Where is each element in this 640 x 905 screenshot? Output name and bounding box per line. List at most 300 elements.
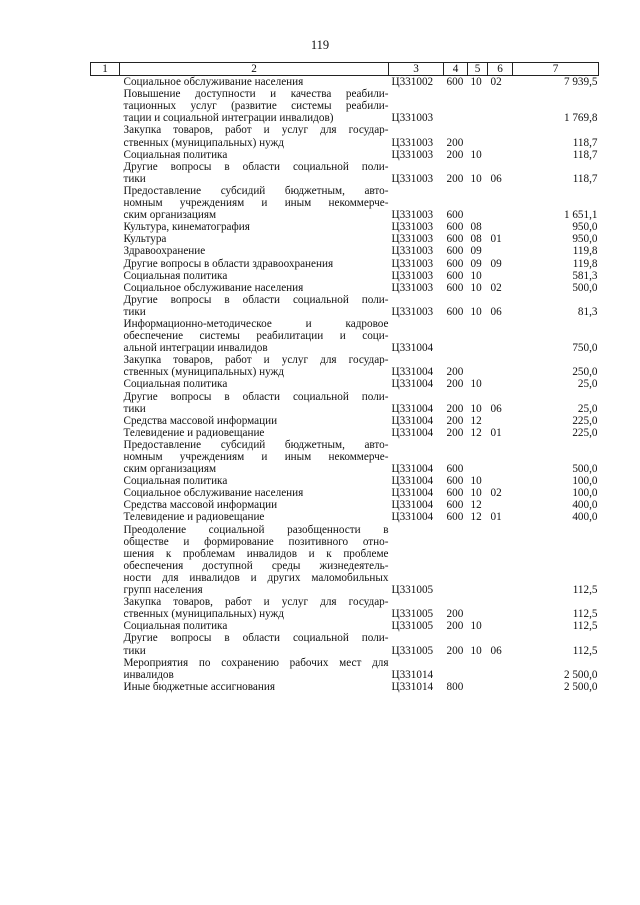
item-name-line: Другие вопросы в области социальной поли-: [123, 293, 389, 306]
item-name: [120, 88, 389, 124]
target-article-code: Ц331003: [391, 245, 434, 258]
section-code: 12: [470, 499, 482, 512]
row-number-cell: [91, 681, 120, 693]
target-article-code: Ц331003: [391, 305, 434, 318]
row-number-cell: [91, 161, 120, 185]
target-article-code: Ц331004: [391, 366, 434, 379]
amount: 400,0: [572, 511, 598, 524]
subsection-code: 06: [490, 305, 502, 318]
item-name: [120, 233, 389, 245]
expense-type-code: 200: [446, 644, 464, 657]
row-number-cell: [91, 524, 120, 597]
expense-type-code: 600: [446, 245, 464, 258]
row-number-cell: [91, 499, 120, 511]
subsection-code: 01: [490, 233, 502, 246]
section-code: 08: [470, 221, 482, 234]
table-row: [91, 221, 599, 233]
item-name-line: Другие вопросы в области социальной поли-: [123, 390, 389, 403]
item-name: [120, 270, 389, 282]
item-name-line: Социальная политика: [123, 475, 228, 488]
target-article-code: Ц331003: [391, 148, 434, 161]
subsection-code: [488, 524, 513, 597]
item-name: [120, 258, 389, 270]
item-name-line: Социальная политика: [123, 620, 228, 633]
section-code: [468, 596, 488, 620]
target-article-code: Ц331003: [391, 281, 434, 294]
subsection-code: 01: [490, 511, 502, 524]
target-article-code: Ц331003: [391, 209, 434, 222]
item-name-line: Закупка товаров, работ и услуг для государ-: [123, 596, 389, 609]
row-number-cell: [91, 378, 120, 390]
item-name: [120, 318, 389, 354]
item-name: [120, 511, 389, 523]
item-name: [120, 632, 389, 656]
amount: 112,5: [572, 584, 598, 597]
amount: 25,0: [577, 378, 598, 391]
expense-type-code: 200: [446, 148, 464, 161]
item-name-line: ским организациям: [123, 209, 217, 222]
table-row: [91, 378, 599, 390]
expense-type-code: 200: [446, 414, 464, 427]
column-number-7: 7: [513, 63, 599, 76]
item-name-line: ственных (муниципальных) нужд: [123, 608, 284, 621]
table-row: [91, 391, 599, 415]
amount: 225,0: [572, 414, 598, 427]
item-name: [120, 681, 389, 693]
amount: 118,7: [572, 136, 598, 149]
subsection-code: [488, 88, 513, 124]
subsection-code: 09: [490, 257, 502, 270]
section-code: 10: [470, 281, 482, 294]
subsection-code: [488, 354, 513, 378]
amount: 500,0: [572, 463, 598, 476]
item-name-line: Повышение доступности и качества реабили-: [123, 88, 389, 101]
row-number-cell: [91, 439, 120, 475]
row-number-cell: [91, 185, 120, 221]
amount: 100,0: [572, 487, 598, 500]
item-name: [120, 475, 389, 487]
table-row: [91, 632, 599, 656]
target-article-code: Ц331004: [391, 463, 434, 476]
item-name: [120, 391, 389, 415]
subsection-code: [488, 499, 513, 511]
amount: 112,5: [572, 608, 598, 621]
table-row: [91, 487, 599, 499]
column-number-5: 5: [468, 63, 488, 76]
section-code: [468, 318, 488, 354]
expense-type-code: 200: [446, 608, 464, 621]
item-name-line: инвалидов: [123, 668, 174, 681]
subsection-code: [488, 221, 513, 233]
target-article-code: Ц331003: [391, 233, 434, 246]
item-name-line: Закупка товаров, работ и услуг для государ-: [123, 124, 389, 137]
item-name: [120, 221, 389, 233]
row-number-cell: [91, 149, 120, 161]
subsection-code: 06: [490, 402, 502, 415]
target-article-code: Ц331004: [391, 499, 434, 512]
item-name-line: номным учреждениям и иным некоммерче-: [123, 197, 389, 210]
item-name-line: тики: [123, 644, 146, 657]
target-article-code: Ц331004: [391, 511, 434, 524]
section-code: 12: [470, 426, 482, 439]
section-code: 08: [470, 233, 482, 246]
item-name-line: тационных услуг (развитие системы реабили-: [123, 100, 389, 113]
target-article-code: Ц331005: [391, 620, 434, 633]
item-name-line: номным учреждениям и иным некоммерче-: [123, 451, 389, 463]
target-article-code: Ц331005: [391, 644, 434, 657]
expense-type-code: 600: [446, 281, 464, 294]
item-name-line: ским организациям: [123, 463, 217, 476]
item-name-line: Социальное обслуживание населения: [123, 487, 304, 500]
section-code: 10: [470, 76, 482, 89]
row-number-cell: [91, 245, 120, 257]
expense-type-code: 200: [446, 172, 464, 185]
expense-type-code: 800: [446, 680, 464, 693]
section-code: 10: [470, 620, 482, 633]
expense-type-code: 600: [446, 221, 464, 234]
item-name: [120, 161, 389, 185]
item-name-line: Социальное обслуживание населения: [123, 281, 304, 294]
item-name: [120, 499, 389, 511]
row-number-cell: [91, 294, 120, 318]
table-row: [91, 76, 599, 89]
target-article-code: Ц331005: [391, 608, 434, 621]
section-code: [468, 657, 488, 681]
table-row: [91, 233, 599, 245]
row-number-cell: [91, 657, 120, 681]
item-name-line: обеспечения доступной среды жизнедеятель-: [123, 559, 389, 572]
table-row: [91, 161, 599, 185]
section-code: 09: [470, 257, 482, 270]
item-name-line: Социальная политика: [123, 378, 228, 391]
item-name: [120, 282, 389, 294]
item-name-line: шения к проблемам инвалидов и к проблеме: [123, 547, 389, 560]
table-row: [91, 185, 599, 221]
amount: 119,8: [572, 245, 598, 258]
item-name-line: групп населения: [123, 584, 203, 597]
item-name: [120, 524, 389, 597]
table-row: [91, 318, 599, 354]
target-article-code: Ц331003: [391, 269, 434, 282]
section-code: 10: [470, 402, 482, 415]
item-name-line: Предоставление субсидий бюджетным, авто-: [123, 184, 389, 197]
item-name-line: Телевидение и радиовещание: [123, 426, 265, 439]
expense-type-code: 600: [446, 76, 464, 89]
expense-type-code: 600: [446, 233, 464, 246]
table-row: [91, 354, 599, 378]
section-code: 10: [470, 378, 482, 391]
subsection-code: [488, 378, 513, 390]
column-number-3: 3: [389, 63, 444, 76]
section-code: [468, 524, 488, 597]
subsection-code: [488, 270, 513, 282]
amount: 500,0: [572, 281, 598, 294]
expense-type-code: 600: [446, 511, 464, 524]
row-number-cell: [91, 124, 120, 148]
table-row: [91, 475, 599, 487]
item-name-line: Телевидение и радиовещание: [123, 511, 265, 524]
row-number-cell: [91, 596, 120, 620]
subsection-code: [488, 681, 513, 693]
amount: 750,0: [572, 342, 598, 355]
subsection-code: 02: [490, 487, 502, 500]
item-name-line: Другие вопросы в области здравоохранения: [123, 257, 334, 270]
table-row: [91, 149, 599, 161]
subsection-code: [488, 415, 513, 427]
expense-type-code: 600: [446, 269, 464, 282]
row-number-cell: [91, 511, 120, 523]
expense-type-code: 600: [446, 305, 464, 318]
subsection-code: 06: [490, 172, 502, 185]
section-code: [468, 88, 488, 124]
row-number-cell: [91, 88, 120, 124]
target-article-code: Ц331004: [391, 402, 434, 415]
item-name-line: ственных (муниципальных) нужд: [123, 366, 284, 379]
item-name-line: Средства массовой информации: [123, 499, 278, 512]
table-row: [91, 294, 599, 318]
section-code: 10: [470, 172, 482, 185]
amount: 950,0: [572, 221, 598, 234]
subsection-code: [488, 596, 513, 620]
section-code: 10: [470, 487, 482, 500]
item-name-line: Здравоохранение: [123, 245, 206, 258]
item-name: [120, 378, 389, 390]
item-name-line: обществе и формирование позитивного отно-: [123, 535, 389, 548]
item-name: [120, 124, 389, 148]
section-code: [468, 439, 488, 475]
amount: 81,3: [577, 305, 598, 318]
item-name-line: ственных (муниципальных) нужд: [123, 136, 284, 149]
item-name-line: Закупка товаров, работ и услуг для государ-: [123, 354, 389, 367]
column-number-4: 4: [444, 63, 468, 76]
section-code: 10: [470, 305, 482, 318]
item-name: [120, 439, 389, 475]
section-code: 12: [470, 511, 482, 524]
expense-type-code: 600: [446, 487, 464, 500]
amount: 2 500,0: [563, 680, 598, 693]
section-code: 10: [470, 269, 482, 282]
item-name-line: альной интеграции инвалидов: [123, 342, 268, 355]
row-number-cell: [91, 620, 120, 632]
target-article-code: Ц331004: [391, 487, 434, 500]
row-number-cell: [91, 354, 120, 378]
item-name-line: тации и социальной интеграции инвалидов): [123, 112, 334, 125]
target-article-code: Ц331003: [391, 257, 434, 270]
column-number-row: [91, 63, 599, 76]
expense-type-code: 200: [446, 378, 464, 391]
row-number-cell: [91, 632, 120, 656]
row-number-cell: [91, 258, 120, 270]
amount: 400,0: [572, 499, 598, 512]
section-code: [468, 185, 488, 221]
table-row: [91, 88, 599, 124]
subsection-code: [488, 149, 513, 161]
item-name-line: Социальное обслуживание населения: [123, 76, 304, 89]
expense-type-code: [444, 657, 468, 681]
row-number-cell: [91, 427, 120, 439]
target-article-code: Ц331004: [391, 342, 434, 355]
table-row: [91, 258, 599, 270]
subsection-code: [488, 657, 513, 681]
page-number: 119: [310, 38, 330, 52]
amount: 119,8: [572, 257, 598, 270]
item-name: [120, 620, 389, 632]
table-row: [91, 620, 599, 632]
table-row: [91, 499, 599, 511]
target-article-code: Ц331002: [391, 76, 434, 89]
expense-type-code: 600: [446, 499, 464, 512]
row-number-cell: [91, 487, 120, 499]
amount: 118,7: [572, 148, 598, 161]
column-number-2: 2: [120, 63, 389, 76]
amount: 112,5: [572, 644, 598, 657]
section-code: [468, 681, 488, 693]
item-name: [120, 415, 389, 427]
target-article-code: Ц331003: [391, 112, 434, 125]
target-article-code: Ц331004: [391, 426, 434, 439]
item-name: [120, 245, 389, 257]
amount: 250,0: [572, 366, 598, 379]
target-article-code: Ц331004: [391, 378, 434, 391]
amount: 1 651,1: [563, 209, 598, 222]
subsection-code: [488, 245, 513, 257]
amount: 118,7: [572, 172, 598, 185]
table-row: [91, 524, 599, 597]
column-number-1: 1: [91, 63, 120, 76]
table-row: [91, 415, 599, 427]
section-code: 10: [470, 644, 482, 657]
target-article-code: Ц331005: [391, 584, 434, 597]
item-name-line: ности для инвалидов и других маломобильных: [123, 571, 389, 584]
item-name: [120, 487, 389, 499]
row-number-cell: [91, 475, 120, 487]
section-code: 09: [470, 245, 482, 258]
subsection-code: 01: [490, 426, 502, 439]
item-name: [120, 294, 389, 318]
item-name-line: Культура, кинематография: [123, 221, 250, 234]
target-article-code: Ц331004: [391, 475, 434, 488]
item-name-line: Иные бюджетные ассигнования: [123, 680, 275, 693]
row-number-cell: [91, 415, 120, 427]
section-code: [468, 354, 488, 378]
table-row: [91, 439, 599, 475]
target-article-code: Ц331003: [391, 221, 434, 234]
table-row: [91, 124, 599, 148]
expense-type-code: 200: [446, 426, 464, 439]
expense-type-code: 600: [446, 209, 464, 222]
table-row: [91, 245, 599, 257]
amount: 7 939,5: [563, 76, 598, 89]
subsection-code: 02: [490, 76, 502, 89]
item-name: [120, 427, 389, 439]
table-row: [91, 596, 599, 620]
item-name-line: обеспечение системы реабилитации и соци-: [123, 330, 389, 343]
expense-type-code: 200: [446, 620, 464, 633]
item-name: [120, 354, 389, 378]
target-article-code: Ц331004: [391, 414, 434, 427]
subsection-code: 06: [490, 644, 502, 657]
expense-type-code: 200: [446, 402, 464, 415]
table-row: [91, 282, 599, 294]
row-number-cell: [91, 221, 120, 233]
amount: 2 500,0: [563, 668, 598, 681]
item-name-line: Средства массовой информации: [123, 414, 278, 427]
budget-table: [90, 62, 599, 693]
target-article-code: Ц331014: [391, 680, 434, 693]
row-number-cell: [91, 233, 120, 245]
item-name: [120, 76, 389, 89]
item-name-line: Социальная политика: [123, 269, 228, 282]
expense-type-code: 200: [446, 366, 464, 379]
section-code: 12: [470, 414, 482, 427]
subsection-code: [488, 124, 513, 148]
expense-type-code: 200: [446, 136, 464, 149]
amount: 25,0: [577, 402, 598, 415]
target-article-code: Ц331003: [391, 172, 434, 185]
item-name-line: тики: [123, 402, 146, 415]
row-number-cell: [91, 76, 120, 89]
item-name-line: Культура: [123, 233, 167, 246]
table-row: [91, 427, 599, 439]
subsection-code: [488, 475, 513, 487]
table-row: [91, 657, 599, 681]
section-code: 10: [470, 475, 482, 488]
subsection-code: [488, 439, 513, 475]
item-name-line: Информационно-методическое и кадровое: [123, 317, 389, 330]
expense-type-code: 600: [446, 475, 464, 488]
column-number-6: 6: [488, 63, 513, 76]
item-name-line: тики: [123, 172, 146, 185]
table-row: [91, 681, 599, 693]
subsection-code: [488, 318, 513, 354]
expense-type-code: [444, 524, 468, 597]
subsection-code: 02: [490, 281, 502, 294]
row-number-cell: [91, 391, 120, 415]
amount: 1 769,8: [563, 112, 598, 125]
table-row: [91, 270, 599, 282]
item-name-line: Другие вопросы в области социальной поли-: [123, 160, 389, 173]
item-name: [120, 596, 389, 620]
subsection-code: [488, 620, 513, 632]
item-name-line: Другие вопросы в области социальной поли-: [123, 632, 389, 645]
row-number-cell: [91, 282, 120, 294]
item-name: [120, 185, 389, 221]
subsection-code: [488, 185, 513, 221]
row-number-cell: [91, 270, 120, 282]
amount: 100,0: [572, 475, 598, 488]
section-code: 10: [470, 148, 482, 161]
expense-type-code: [444, 318, 468, 354]
expense-type-code: 600: [446, 257, 464, 270]
item-name-line: Преодоление социальной разобщенности в: [123, 523, 389, 536]
item-name-line: тики: [123, 305, 146, 318]
target-article-code: Ц331003: [391, 136, 434, 149]
amount: 581,3: [572, 269, 598, 282]
target-article-code: Ц331014: [391, 668, 434, 681]
expense-type-code: [444, 88, 468, 124]
amount: 225,0: [572, 426, 598, 439]
table-row: [91, 511, 599, 523]
item-name-line: Мероприятия по сохранению рабочих мест для: [123, 656, 389, 669]
item-name: [120, 149, 389, 161]
expense-type-code: 600: [446, 463, 464, 476]
amount: 950,0: [572, 233, 598, 246]
section-code: [468, 124, 488, 148]
item-name-line: Предоставление субсидий бюджетным, авто-: [123, 438, 389, 451]
amount: 112,5: [572, 620, 598, 633]
item-name: [120, 657, 389, 681]
row-number-cell: [91, 318, 120, 354]
